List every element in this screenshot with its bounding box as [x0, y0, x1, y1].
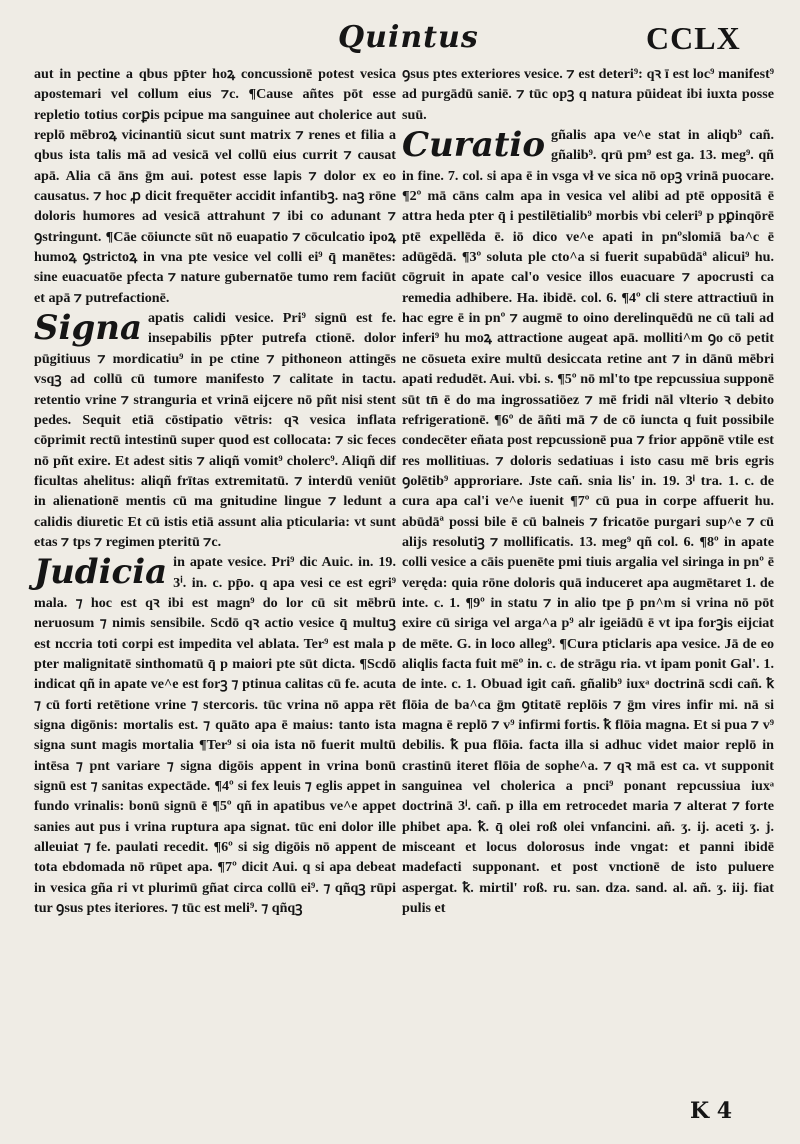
judgments-paragraph	[34, 552, 396, 918]
signature-mark: K 4	[690, 1098, 733, 1124]
causes-paragraph: aut in pectine a qbus pp̄ter hoꝝ concussionē potest vesica apostemari vel collum eius ⁊c. ¶Cause añtes pōt esse repletio totius corꝑis pcipue ma sanguinee aut cholerice aut replō mēbroꝝ vicinantiū sicut sunt matrix ⁊ renes et filia a qbus ista talis mā ad vesicā vel collū eius currit ⁊ causat apā. Alia cā āns ḡm aui. potest esse lapis ⁊ dolor ex eo causatus. ⁊ hoc ꝓ dicit frequēter accidit infantibꝫ. naꝫ rōne doloris humores ad vesicā attrahunt ⁊ ibi co adunant ⁊ ꝯstringunt. ¶Cāe cōiuncte sūt nō euapatio ⁊ cōculcatio ipoꝝ humoꝝ ꝯstrictoꝝ in vna pte vesice vel colli ei⁹ q̄ manētes: sine euacuatōe pfecta ⁊ nature gubernatōe tumo rem faciūt et apā ⁊ putrefactionē.	[34, 66, 396, 306]
running-title: Quintus	[338, 20, 479, 55]
page-header	[0, 14, 800, 60]
left-column	[34, 64, 396, 918]
folio-number: CCLX	[646, 20, 741, 56]
judicia-heading: Judicia	[34, 552, 168, 593]
cure-paragraph	[402, 125, 774, 918]
signa-heading: Signa	[34, 308, 142, 349]
continuation-paragraph: ꝯsus ptes exteriores vesice. ⁊ est deteri⁹: qꝛ ī est loc⁹ manifest⁹ ad purgādū saniē. ⁊ tūc opꝫ q natura pūideat ibi iuxta posse suū.	[402, 66, 774, 123]
right-column	[402, 64, 774, 918]
curatio-heading: Curatio	[402, 125, 546, 166]
judgments-text: in apate vesice. Pri⁹ dic Auic. in. 19. 3ⁱ. in. c. pp̄o. q apa vesi ce est egri⁹ mala. ⁊ hoc est qꝛ ibi est magn⁹ do lor cū sit mēbrū neruosum ⁊ nimis sensibile. Scdō qꝛ actio vesice q̄ multuꝫ est nccria toti corpi est impedita vel ablata. Ter⁹ est mala p pter malignitatē sinthomatū q̄ p maiori pte sūt dicta. ¶Scdō indicat qñ in apate ve^e est forꝫ ⁊ ptinua calitas cū fe. acuta ⁊ cū forti retētione vrine ⁊ stercoris. tūc vrina nō appa rēt signa digōnis: mortalis est. ⁊ quāto apa ē maius: tanto ista signa sunt magis mortalia ¶Ter⁹ si oia ista nō fuerit multū intēsa ⁊ pnt variare ⁊ signa digōis appent in vrina bonū signū est ⁊ sanitas expectāde. ¶4º si fex leuis ⁊ eglis appet in fundo vrinalis: bonū signū ē ¶5º qñ in apatibus ve^e appet sanies aut pus i vrina ruptura apa signat. tūc eni dolor ille alleuiat ⁊ fe. paulati recedit. ¶6º si sig digōis nō appent de tota ebdomada nō rūpet apa. ¶7º dicit Aui. q si apa debeat in vesica gña ri vt plurimū gñat circa collū ei⁹. ⁊ qñqꝫ rūpi tur ꝯsus ptes iteriores. ⁊ tūc est meli⁹. ⁊ qñqꝫ	[34, 554, 396, 917]
signs-paragraph	[34, 308, 396, 552]
cure-text: gñalis apa ve^e stat in aliqb⁹ cañ. gñalib⁹. qrū pm⁹ est ga. 13. meg⁹. qñ in fine. 7. col. si apa ē in vsga vł ve sica nō opꝫ vrinā puocare. ¶2º mā cāns calm apa in vesica vel alibi ad ptē oppositā ē attra heda pter q̄ i pestilētialib⁹ morbis vbi celeri⁹ p pꝑinqōrē ptē expellēda ē. iō dico ve^e apati in pnºslomiā ba^c ē adūgēdā. ¶3º soluta ple cto^a si fuerit supabūdāª alicui⁹ hu. cōgruit in apate cal'o vesice illos euacuare ⁊ apocrusti ca remedia adhibere. Ha. ibidē. col. 6. ¶4º cli stere attractiuū in hac egre ē in pnº ⁊ augmē to oino derelinquēdū ne cū tali ad inferi⁹ hu moꝝ attractione augeat apā. molliti^m ꝯo cō petit ne cōsueta exire multū desiccata retine ant ⁊ in dānū mēbri apati redudēt. Aui. vbi. s. ¶5º nō ml'to tpe repcussiua supponē sūt tn̄ ē do ma ingrossatiōez ⁊ mē fridi nāl vlterio ꝛ debito refrigerationē. ¶6º de āñti mā ⁊ de cō iuncta q fuit possibile condecēter eñata post repcussionē pua ⁊ frior appōnē vtile est res mollitiuas. ⁊ doloris sedatiuas i isto casu mē bris egris ꝯolētib⁹ approriare. Jste cañ. snia lis' in. 19. 3ⁱ tra. 1. c. de cura apa cal'i ve^e iuenit ¶7º cū pua in corpe affuerit hu. abūdāª possi bile ē cū balneis ⁊ fricatōe purgari sup^e ⁊ cū alijs resolutiꝫ ⁊ mollificatis. 13. meg⁹ qñ col. 6. ¶8º in apate colli vesice a cāis puenēte pmi tiuis argalia vel siringa in pnº ē veręda: quia rōne doloris quā induceret apa augmētaret 1. de inte. c. 1. ¶9º in statu ⁊ in alio tpe p̄ pn^m si vrina nō pōt exire cū siriga vel arga^a p⁹ alr igeiādū ē vt ipa forꝫis eijciat de mēte. G. in loco alleg⁹. ¶Cura pticlaris apa vesice. Jā de eo aliqlis facta fuit mēº in. c. de strāgu ria. vt ipam ponit Gal'. 1. de inte. c. 1. Obuad igit cañ. gñalib⁹ iuxͣ doctrinā scdi cañ. ꝁ flōia de ba^ca ḡm ꝯtitatē replōis ⁊ ḡm vires infir mi. nā si magna ē replō ⁊ v⁹ infirmi fortis. ꝁ flōia magna. Et si pua ⁊ v⁹ debilis. ꝁ pua flōia. facta illa si adhuc videt maior replō in crastinū iteret flōia de sophe^a. ⁊ qꝛ mā est ca. vt supponit sanguinea vel cholerica a pnci⁹ ponant repcussiua iuxͣ doctrinā 3ⁱ. cañ. p illa em retrocedet maria ⁊ alterat ⁊ forte phibet apa. ꝁ. q̄ olei roß olei vnfancini. añ. ʒ. ij. aceti ʒ. j. misceant et locus dolorosus inde vngat: et panni ibidē madefacti supponant. et post vnctionē de isto puluere aspergat. ꝁ. mirtil' roß. ru. san. dza. sand. al. añ. ʒ. iij. fiat pulis et	[402, 127, 774, 917]
signs-text: apatis calidi vesice. Pri⁹ signū est fe. insepabilis pp̄ter putrefa ctionē. dolor pūgitiuus ⁊ mordicatiu⁹ in pe ctine ⁊ pithoneon attingēs vsqꝫ ad collū cū tumore manifesto ⁊ calitate in tactu. retentio vrine ⁊ stranguria et vrinā eijcere nō pñt nisi stent pedes. Sequit etiā cōstipatio vētris: qꝛ vesica inflata cōprimit rectū intestinū super quod est collocata: ⁊ sic feces nō pñt exire. Et adest sitis ⁊ aliqñ vomit⁹ cholerc⁹. Aliqñ dif ficultas ahelitus: aliqñ frītas extremitatū. ⁊ interdū veniūt in alienationē mentis cū ma gnitudine lingue ⁊ ledunt a calidis diuretic Et cū istis etiā assunt alia pticularia: vt sunt etas ⁊ tps ⁊ regimen pteritū ⁊c.	[34, 310, 396, 550]
